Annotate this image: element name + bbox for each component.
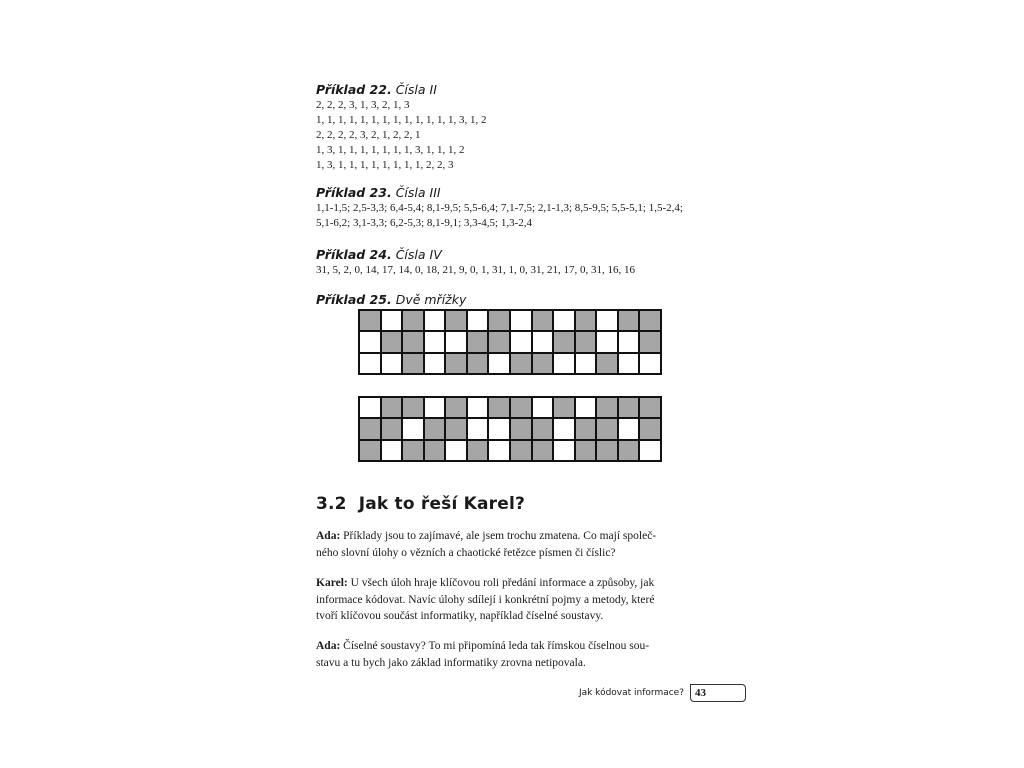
grid-cell-gray	[640, 311, 660, 330]
grid-cell-white	[511, 332, 531, 351]
dialogue-paragraph	[316, 575, 726, 625]
grid-cell-gray	[619, 441, 639, 460]
grid-cell-white	[619, 419, 639, 438]
grid-cell-white	[640, 354, 660, 373]
grid-cell-white	[382, 311, 402, 330]
grid-cell-gray	[425, 441, 445, 460]
grid-cell-gray	[533, 419, 553, 438]
grid-cell-gray	[468, 354, 488, 373]
example-22-line: 2, 2, 2, 3, 1, 3, 2, 1, 3	[316, 99, 410, 111]
example-25-heading: Příklad 25. Dvě mřížky	[316, 292, 467, 307]
grid-cell-gray	[403, 354, 423, 373]
example-22-line: 2, 2, 2, 2, 3, 2, 1, 2, 2, 1	[316, 129, 421, 141]
grid-cell-white	[468, 398, 488, 417]
grid-cell-gray	[403, 332, 423, 351]
grid-cell-white	[468, 311, 488, 330]
example-23-line: 1,1-1,5; 2,5-3,3; 6,4-5,4; 8,1-9,5; 5,5-6,4; 7,1-7,5; 2,1-1,3; 8,5-9,5; 5,5-5,1; 1,5-2,4;	[316, 202, 683, 214]
speaker-name: Karel:	[316, 577, 348, 589]
grid-cell-gray	[446, 311, 466, 330]
grid-cell-white	[446, 441, 466, 460]
example-22-line: 1, 3, 1, 1, 1, 1, 1, 1, 1, 3, 1, 1, 1, 2	[316, 144, 465, 156]
grid-cell-white	[511, 311, 531, 330]
grid-cell-gray	[468, 332, 488, 351]
example-25	[316, 292, 466, 308]
page-footer	[566, 684, 746, 708]
grid-cell-gray	[360, 311, 380, 330]
example-22	[316, 82, 487, 173]
grid-cell-gray	[619, 398, 639, 417]
grid-cell-gray	[533, 354, 553, 373]
grid-cell-gray	[554, 398, 574, 417]
example-24-line: 31, 5, 2, 0, 14, 17, 14, 0, 18, 21, 9, 0, 1, 31, 1, 0, 31, 21, 17, 0, 31, 16, 16	[316, 264, 635, 276]
grid-cell-white	[597, 332, 617, 351]
grid-cell-white	[468, 419, 488, 438]
grid-cell-white	[619, 332, 639, 351]
section-number: 3.2	[316, 494, 347, 514]
grid-cell-white	[360, 398, 380, 417]
grid-cell-gray	[403, 441, 423, 460]
grid-cell-gray	[446, 419, 466, 438]
grid-cell-white	[554, 311, 574, 330]
grid-cell-gray	[597, 441, 617, 460]
grid-cell-white	[489, 354, 509, 373]
grid-cell-gray	[511, 419, 531, 438]
grid-cell-white	[425, 332, 445, 351]
grid-cell-gray	[533, 441, 553, 460]
grid-cell-white	[489, 441, 509, 460]
example-22-line: 1, 3, 1, 1, 1, 1, 1, 1, 1, 1, 2, 2, 3	[316, 159, 454, 171]
grid-cell-white	[382, 441, 402, 460]
grid-cell-gray	[640, 398, 660, 417]
grid-cell-gray	[382, 398, 402, 417]
grid-cell-white	[554, 441, 574, 460]
example-22-heading: Příklad 22. Čísla II	[316, 82, 437, 97]
grid-cell-gray	[360, 441, 380, 460]
speaker-name: Ada:	[316, 640, 341, 652]
grid-cell-white	[425, 311, 445, 330]
dialogue-text: stavu a tu bych jako základ informatiky zrovna netipovala.	[316, 656, 586, 669]
grid-cell-gray	[489, 332, 509, 351]
example-23	[316, 185, 683, 231]
grid-cell-gray	[576, 332, 596, 351]
section-heading	[316, 494, 525, 514]
grid-1	[358, 309, 662, 375]
grid-cell-gray	[640, 332, 660, 351]
grid-cell-white	[425, 398, 445, 417]
grid-cell-gray	[511, 398, 531, 417]
dialogue-text: informace kódovat. Navíc úlohy sdílejí i konkrétní pojmy a metody, které	[316, 593, 655, 606]
dialogue-text: Číselné soustavy? To mi připomíná leda tak římskou číselnou sou-	[343, 640, 650, 652]
grid-cell-gray	[597, 398, 617, 417]
dialogue-text: ného slovní úlohy o vězních a chaotické řetězce písmen či číslic?	[316, 546, 616, 559]
grid-cell-white	[382, 354, 402, 373]
grid-cell-gray	[403, 311, 423, 330]
grid-cell-white	[554, 354, 574, 373]
grid-cell-white	[489, 419, 509, 438]
example-22-line: 1, 1, 1, 1, 1, 1, 1, 1, 1, 1, 1, 1, 1, 3, 1, 2	[316, 114, 487, 126]
grid-cell-gray	[382, 332, 402, 351]
grid-cell-white	[533, 332, 553, 351]
grid-cell-white	[446, 332, 466, 351]
dialogue-paragraph	[316, 528, 726, 561]
grid-2	[358, 396, 662, 462]
grid-cell-gray	[468, 441, 488, 460]
dialogue-text: Příklady jsou to zajímavé, ale jsem trochu zmatena. Co mají společ-	[343, 530, 657, 542]
grid-cell-white	[576, 354, 596, 373]
grid-cell-gray	[446, 398, 466, 417]
grid-cell-white	[554, 419, 574, 438]
grid-cell-gray	[446, 354, 466, 373]
grid-cell-gray	[533, 311, 553, 330]
grid-cell-gray	[597, 354, 617, 373]
grid-cell-gray	[425, 419, 445, 438]
grid-cell-white	[403, 419, 423, 438]
grid-cell-gray	[640, 419, 660, 438]
speaker-name: Ada:	[316, 530, 341, 542]
grid-cell-white	[425, 354, 445, 373]
grid-cell-gray	[554, 332, 574, 351]
grid-cell-white	[640, 441, 660, 460]
grid-cell-gray	[576, 311, 596, 330]
example-23-line: 5,1-6,2; 3,1-3,3; 6,2-5,3; 8,1-9,1; 3,3-4,5; 1,3-2,4	[316, 217, 533, 229]
grid-cell-white	[360, 354, 380, 373]
grid-cell-gray	[619, 311, 639, 330]
grid-cell-gray	[511, 354, 531, 373]
running-title: Jak kódovat informace?	[578, 688, 684, 698]
dialogue-paragraph	[316, 638, 726, 671]
page-number: 43	[690, 684, 746, 702]
grid-cell-gray	[489, 398, 509, 417]
grid-cell-white	[576, 398, 596, 417]
grid-cell-gray	[382, 419, 402, 438]
grid-cell-gray	[489, 311, 509, 330]
section-title: Jak to řeší Karel?	[358, 494, 526, 514]
example-24	[316, 247, 635, 278]
grid-cell-white	[533, 398, 553, 417]
grid-cell-gray	[597, 419, 617, 438]
dialogue-text: tvoří klíčovou součást informatiky, například číselné soustavy.	[316, 610, 604, 622]
grid-cell-gray	[403, 398, 423, 417]
grid-cell-gray	[576, 441, 596, 460]
grid-cell-gray	[360, 419, 380, 438]
grid-cell-white	[360, 332, 380, 351]
example-23-heading: Příklad 23. Čísla III	[316, 185, 441, 200]
grid-cell-gray	[511, 441, 531, 460]
grid-cell-white	[597, 311, 617, 330]
grid-cell-white	[619, 354, 639, 373]
example-24-heading: Příklad 24. Čísla IV	[316, 247, 442, 262]
grid-cell-gray	[576, 419, 596, 438]
dialogue-text: U všech úloh hraje klíčovou roli předání informace a způsoby, jak	[350, 577, 655, 589]
